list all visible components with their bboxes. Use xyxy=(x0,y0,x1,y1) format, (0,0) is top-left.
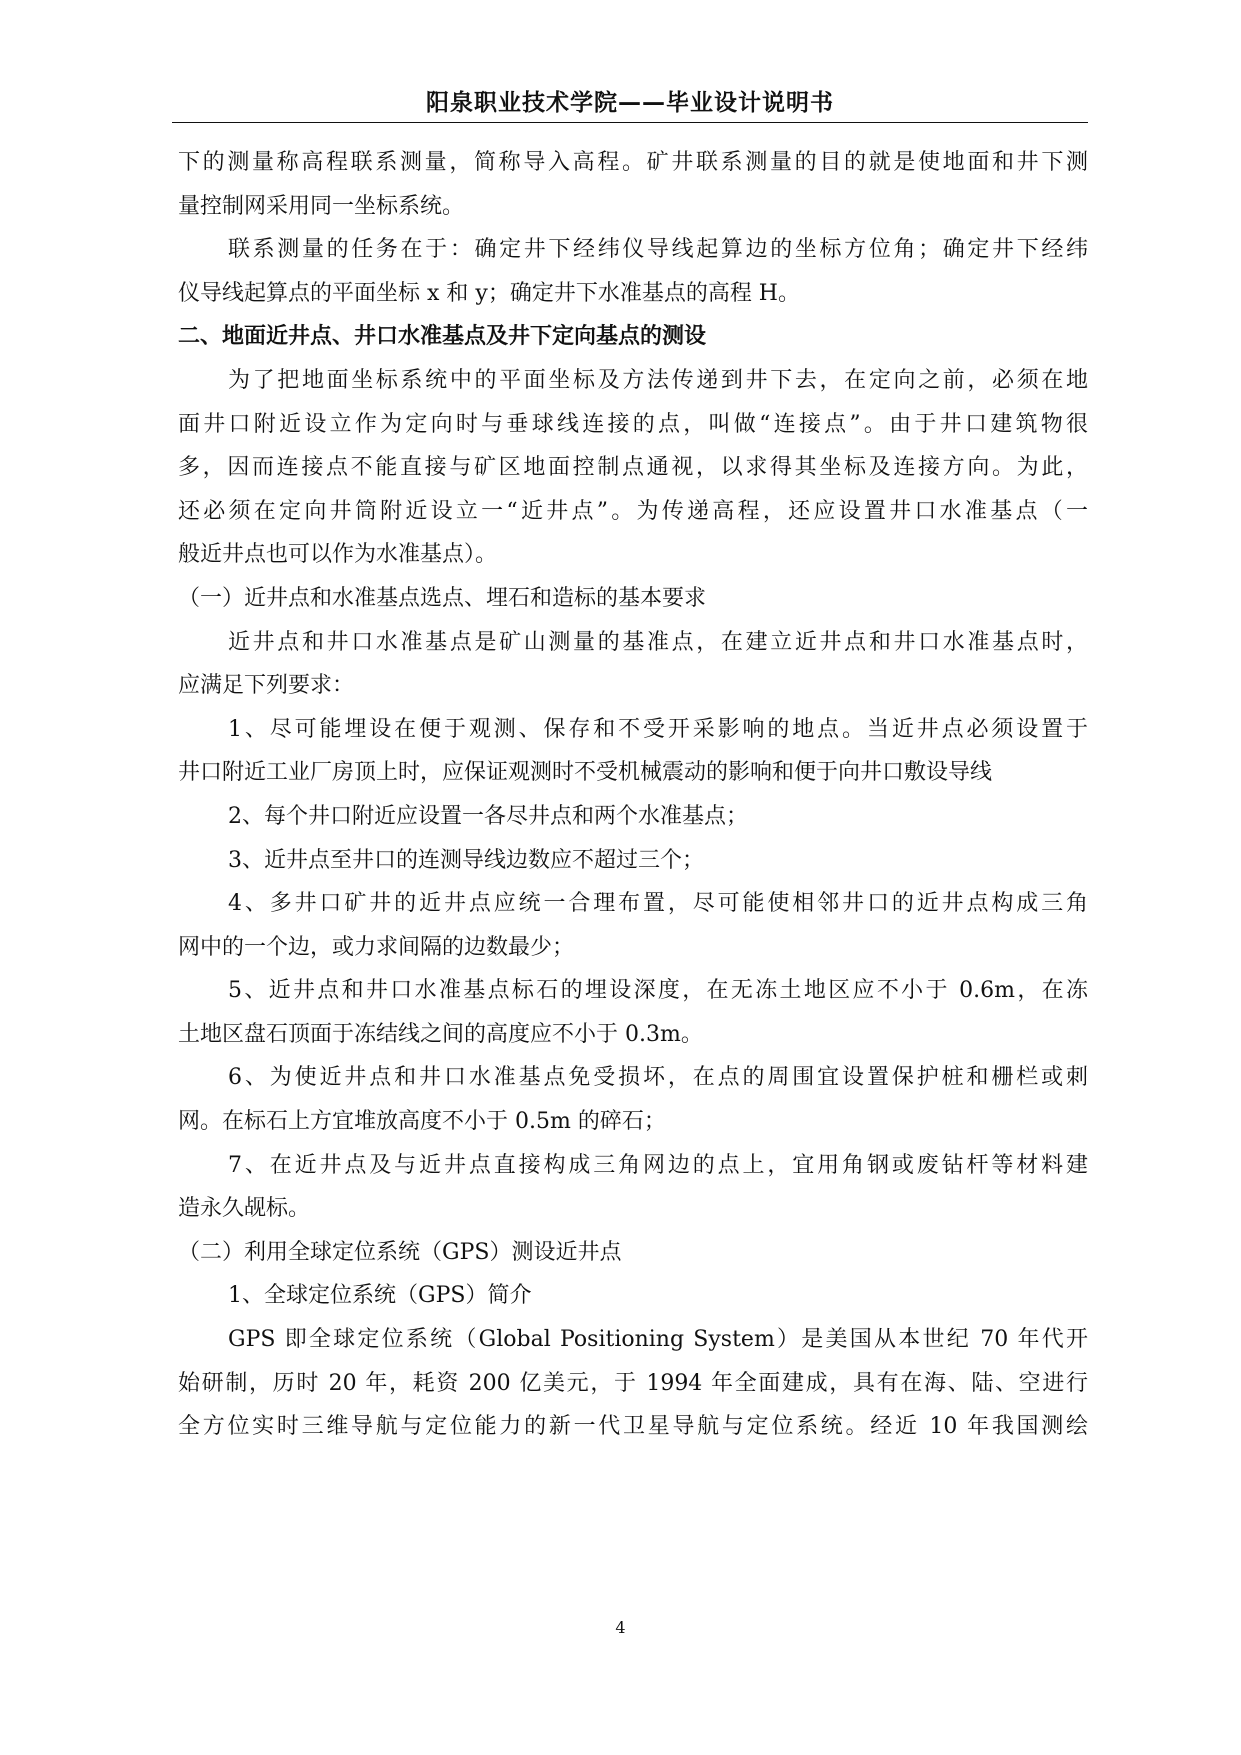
body-line: 土地区盘石顶面于冻结线之间的高度应不小于 0.3m。 xyxy=(178,1021,703,1047)
page-header-title: 阳泉职业技术学院——毕业设计说明书 xyxy=(426,90,834,116)
body-line: 始研制，历时 20 年，耗资 200 亿美元，于 1994 年全面建成，具有在海、陆、空进行 xyxy=(178,1370,1088,1396)
section-heading: 二、地面近井点、井口水准基点及井下定向基点的测设 xyxy=(178,324,707,350)
body-line: 全方位实时三维导航与定位能力的新一代卫星导航与定位系统。经近 10 年我国测绘 xyxy=(178,1414,1088,1440)
list-item: 3、近井点至井口的连测导线边数应不超过三个； xyxy=(228,847,704,873)
body-line: 联系测量的任务在于：确定井下经纬仪导线起算边的坐标方位角；确定井下经纬 xyxy=(228,237,1088,263)
list-item: 1、全球定位系统（GPS）简介 xyxy=(228,1283,532,1309)
document-body xyxy=(178,141,1088,1449)
body-line: 还必须在定向井筒附近设立一“近井点”。为传递高程，还应设置井口水准基点（一 xyxy=(178,498,1088,524)
body-line: 下的测量称高程联系测量，简称导入高程。矿井联系测量的目的就是使地面和井下测 xyxy=(178,150,1088,175)
page-number: 4 xyxy=(615,1618,626,1637)
body-line: 般近井点也可以作为水准基点）。 xyxy=(178,542,498,568)
body-line: 造永久觇标。 xyxy=(178,1196,311,1222)
body-line: 仪导线起算点的平面坐标 x 和 y；确定井下水准基点的高程 H。 xyxy=(178,280,800,306)
body-line: 井口附近工业厂房顶上时，应保证观测时不受机械震动的影响和便于向井口敷设导线 xyxy=(178,760,993,786)
body-line: 应满足下列要求： xyxy=(178,673,355,699)
body-line: 多，因而连接点不能直接与矿区地面控制点通视，以求得其坐标及连接方向。为此， xyxy=(178,455,1088,481)
subsection-heading: （二）利用全球定位系统（GPS）测设近井点 xyxy=(178,1239,622,1265)
list-item: 7、在近井点及与近井点直接构成三角网边的点上，宜用角钢或废钻杆等材料建 xyxy=(228,1152,1088,1178)
list-item: 6、为使近井点和井口水准基点免受损坏，在点的周围宜设置保护桩和栅栏或刺 xyxy=(228,1065,1088,1091)
body-line: 为了把地面坐标系统中的平面坐标及方法传递到井下去，在定向之前，必须在地 xyxy=(228,367,1088,393)
header-divider xyxy=(172,122,1088,123)
body-line: 网中的一个边，或力求间隔的边数最少； xyxy=(178,934,575,960)
list-item: 1、尽可能埋设在便于观测、保存和不受开采影响的地点。当近井点必须设置于 xyxy=(228,716,1088,742)
body-line: 量控制网采用同一坐标系统。 xyxy=(178,193,465,219)
list-item: 5、近井点和井口水准基点标石的埋设深度，在无冻土地区应不小于 0.6m，在冻 xyxy=(228,978,1088,1004)
list-item: 4、多井口矿井的近井点应统一合理布置，尽可能使相邻井口的近井点构成三角 xyxy=(228,891,1088,917)
list-item: 2、每个井口附近应设置一各尽井点和两个水准基点； xyxy=(228,803,748,829)
body-line: 面井口附近设立作为定向时与垂球线连接的点，叫做“连接点”。由于井口建筑物很 xyxy=(178,411,1088,437)
subsection-heading: （一）近井点和水准基点选点、埋石和造标的基本要求 xyxy=(178,585,707,611)
body-line: GPS 即全球定位系统（Global Positioning System）是美国从本世纪 70 年代开 xyxy=(228,1327,1088,1353)
body-line: 网。在标石上方宜堆放高度不小于 0.5m 的碎石； xyxy=(178,1109,666,1135)
body-line: 近井点和井口水准基点是矿山测量的基准点，在建立近井点和井口水准基点时， xyxy=(228,629,1088,655)
